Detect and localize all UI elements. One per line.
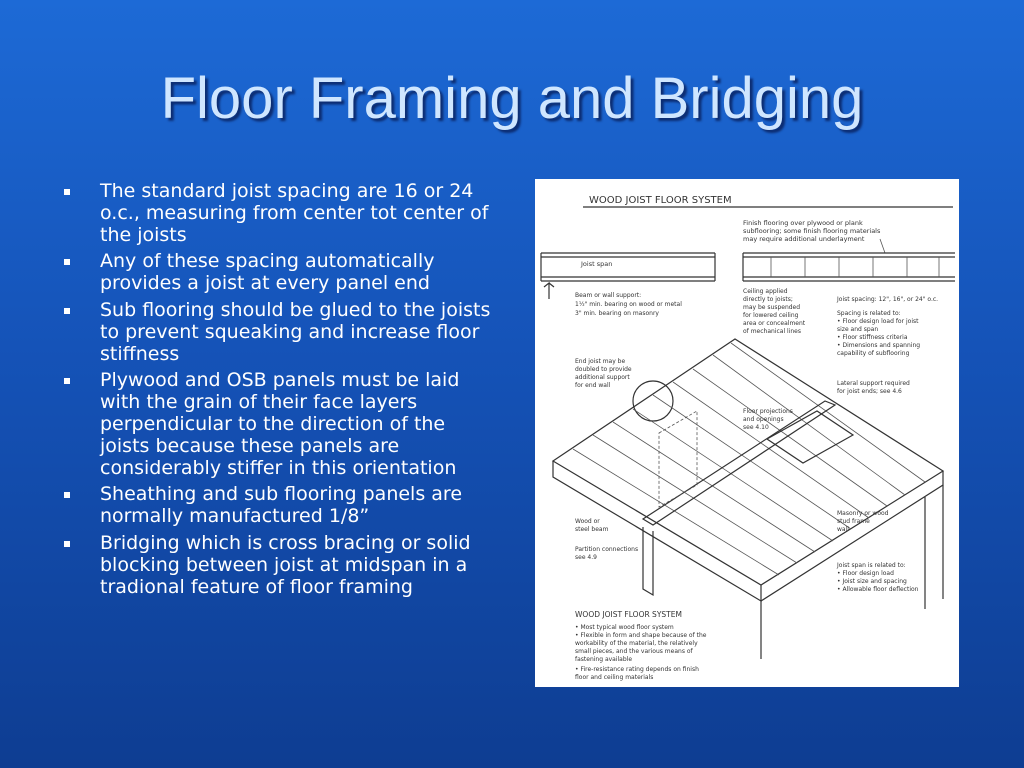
partition-note: Partition connections see 4.9 [575, 546, 639, 561]
masonry-wall-note: Masonry or wood stud frame wall [837, 510, 889, 533]
bullet-text: Sheathing and sub flooring panels are normally manufactured 1/8” [100, 483, 463, 528]
finish-flooring-note: Finish flooring over plywood or plank subflooring; some finish flooring materials may require additional underlayment [743, 219, 881, 243]
joist-span-note: Joist span is related to: • Floor design load • Joist size and spacing • Allowable floor deflection [837, 562, 919, 593]
bullet-marker-icon [64, 541, 70, 547]
slide-title: Floor Framing and Bridging [160, 66, 864, 131]
bullet-item [60, 300, 500, 365]
support-arrow-icon [544, 283, 554, 299]
bullet-item [60, 370, 500, 479]
bullet-text: Bridging which is cross bracing or solid blocking between joist at midspan in a tradional feature of floor framing [100, 531, 471, 598]
bullet-item [60, 484, 500, 528]
bullet-text: Any of these spacing automatically provides a joist at every panel end [100, 250, 435, 295]
joist-span-label: Joist span [581, 260, 613, 268]
joist-span-section [541, 253, 715, 281]
footer-notes: • Most typical wood floor system • Flexible in form and shape because of the workability of the material, the relatively small pieces, and the various means of fastening available • Fire-resistance rating depends on finish floor and ceiling materials [575, 624, 707, 681]
end-joist-note: End joist may be doubled to provide additional support for end wall [575, 358, 632, 389]
bullet-text: The standard joist spacing are 16 or 24 o.c., measuring from center tot center of the joists [100, 180, 489, 246]
bullet-item [60, 251, 500, 295]
bullet-text: Plywood and OSB panels must be laid with the grain of their face layers perpendicular to the direction of the joists because these panels are considerably stiffer in this orientation [100, 369, 460, 479]
beam-support-note: Beam or wall support: 1½" min. bearing on wood or metal 3" min. bearing on masonry [575, 292, 682, 317]
floor-system-drawing [535, 179, 959, 687]
lateral-support-note: Lateral support required for joist ends; see 4.6 [837, 380, 910, 395]
bullet-marker-icon [64, 259, 70, 265]
floor-system-diagram [535, 179, 959, 687]
heading-blank [535, 179, 581, 223]
joist-spacing-note: Joist spacing: 12", 16", or 24" o.c. Spacing is related to: • Floor design load for joist size and span • Floor stiffness criteria • Dimensions and spanning capability of subflooring [837, 296, 939, 357]
diagram-heading: WOOD JOIST FLOOR SYSTEM [589, 195, 732, 206]
bullet-marker-icon [64, 492, 70, 498]
bullet-text: Sub flooring should be glued to the joists to prevent squeaking and increase floor stiffness [100, 298, 491, 365]
detail-circle [633, 381, 673, 421]
footer-heading: WOOD JOIST FLOOR SYSTEM [575, 610, 682, 619]
bridging-section [743, 253, 955, 281]
ceiling-note: Ceiling applied directly to joists; may be suspended for lowered ceiling area or concealment of mechanical lines [743, 288, 806, 335]
bullet-item [60, 181, 500, 246]
leader-line [880, 239, 885, 253]
bullet-list [60, 181, 500, 603]
bullet-marker-icon [64, 378, 70, 384]
steel-beam-note: Wood or steel beam [575, 518, 609, 533]
bullet-item [60, 533, 500, 598]
bullet-marker-icon [64, 189, 70, 195]
floor-projections-note: Floor projections and openings see 4.10 [743, 408, 793, 431]
bullet-marker-icon [64, 308, 70, 314]
